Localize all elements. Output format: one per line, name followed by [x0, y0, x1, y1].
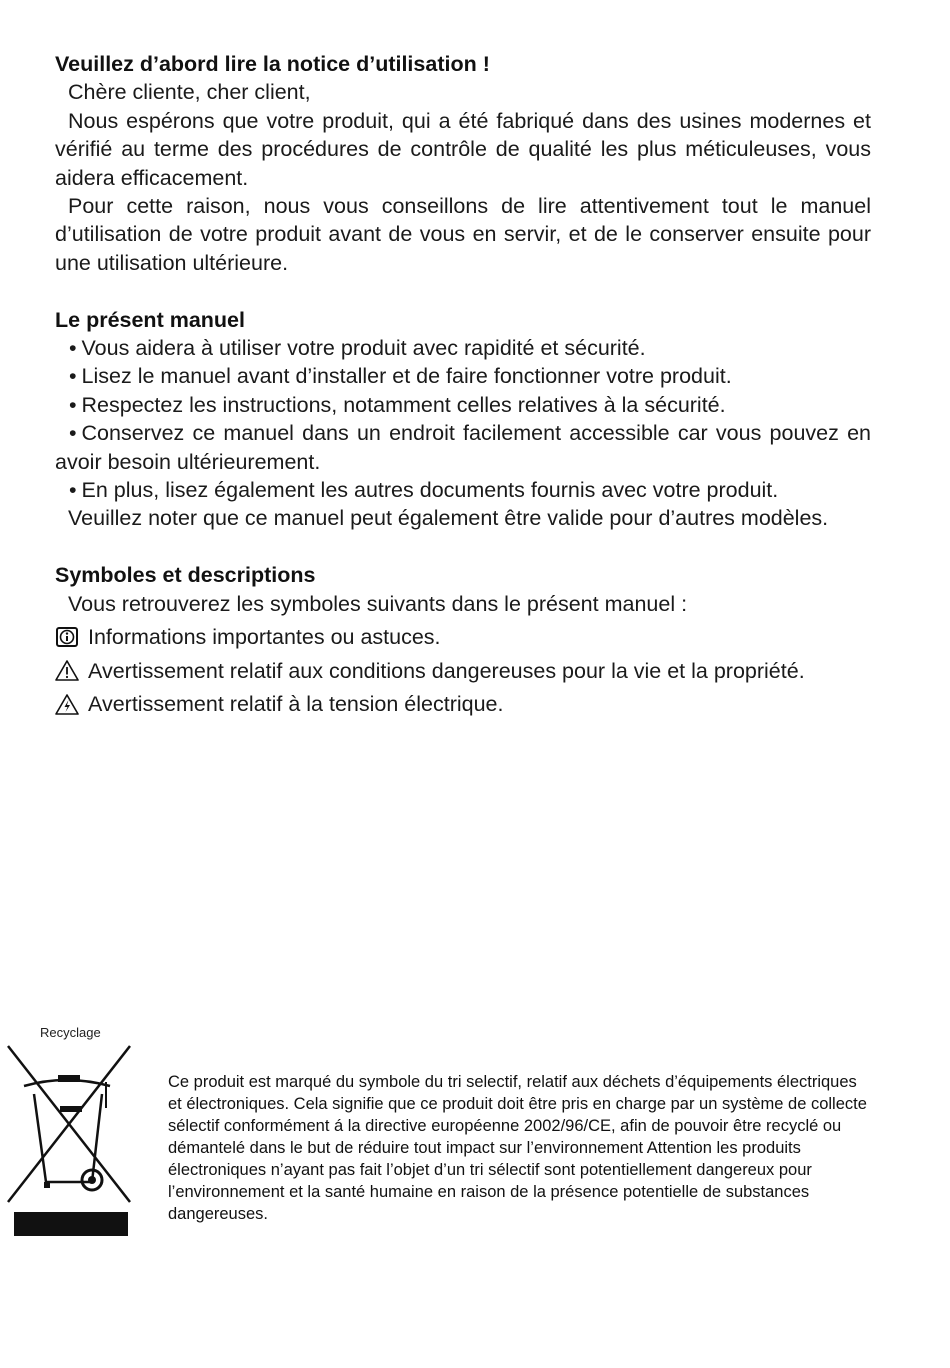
symbol-row-electric	[55, 688, 871, 722]
greeting: Chère cliente, cher client,	[68, 80, 311, 105]
recycling-label: Recyclage	[40, 1025, 101, 1040]
intro-title: Veuillez d’abord lire la notice d’utilisation !	[55, 52, 490, 76]
intro-paragraph-1: Nous espérons que votre produit, qui a été fabriqué dans des usines modernes et vérifié au terme des procédures de contrôle de qualité les plus méticuleuses, vous aidera efficacement.	[55, 108, 871, 190]
manual-note: Veuillez noter que ce manuel peut également être valide pour d’autres modèles.	[68, 506, 829, 531]
electric-warning-icon	[55, 693, 79, 717]
manual-bullet: • Conservez ce manuel dans un endroit facilement accessible car vous pouvez en avoir besoin ultérieurement.	[55, 421, 871, 474]
manual-bullet: • Lisez le manuel avant d’installer et de faire fonctionner votre produit.	[69, 364, 732, 389]
symbols-intro: Vous retrouverez les symboles suivants dans le présent manuel :	[68, 591, 688, 616]
manual-bullet: • Respectez les instructions, notamment celles relatives à la sécurité.	[69, 392, 726, 417]
symbol-row-info	[55, 621, 871, 655]
crossed-bin-icon	[6, 1022, 134, 1242]
manual-bullet: • Vous aidera à utiliser votre produit avec rapidité et sécurité.	[69, 336, 646, 361]
symbol-row-warning	[55, 655, 871, 689]
warning-icon	[55, 659, 79, 683]
manual-title: Le présent manuel	[55, 307, 245, 332]
recycling-text: Ce produit est marqué du symbole du tri selectif, relatif aux déchets d’équipements électriques et électroniques. Cela signifie que ce produit doit être pris en charge par un système de collecte sélectif conformément á la directive européenne 2002/96/CE, afin de pouvoir être recyclé ou démantelé dans le but de réduire tout impact sur l’environnement Attention les produits électroniques n’ayant pas fait l’objet d’un tri sélectif sont potentiellement dangereux pour l’environnement et la santé humaine en raison de la présence potentielle de substances dangereuses.	[168, 1073, 867, 1223]
symbol-warning-text: Avertissement relatif aux conditions dangereuses pour la vie et la propriété.	[88, 658, 805, 683]
document-body	[55, 50, 871, 722]
symbol-info-text: Informations importantes ou astuces.	[88, 625, 441, 650]
symbol-electric-text: Avertissement relatif à la tension électrique.	[88, 692, 504, 717]
manual-bullet: • En plus, lisez également les autres documents fournis avec votre produit.	[69, 478, 779, 503]
intro-paragraph-2: Pour cette raison, nous vous conseillons de lire attentivement tout le manuel d’utilisation de votre produit avant de vous en servir, et de le conserver ensuite pour une utilisation ultérieure.	[55, 194, 871, 275]
symbols-title: Symboles et descriptions	[55, 563, 316, 588]
info-icon	[55, 626, 79, 650]
